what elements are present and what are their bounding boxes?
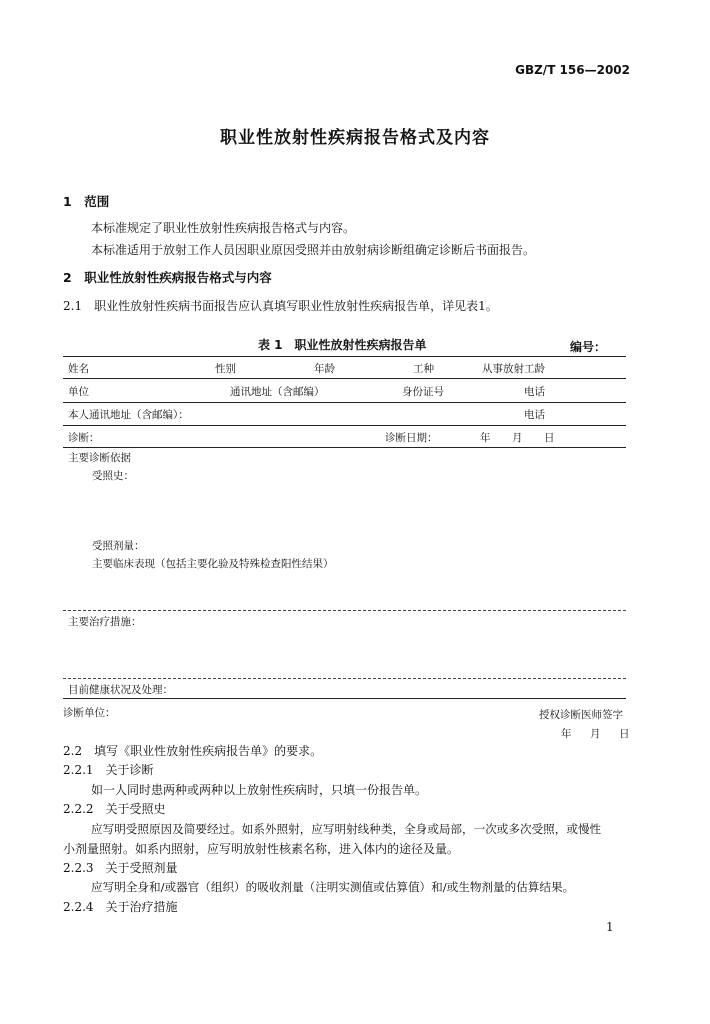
- date-month-label: 月: [512, 432, 523, 444]
- section-1-para-1: 本标准规定了职业性放射性疾病报告格式与内容。: [91, 221, 356, 235]
- table-caption: 表 1 职业性放射性疾病报告单: [258, 338, 427, 352]
- exposure-dose-label: 受照剂量：: [92, 540, 145, 552]
- sign-day-label: 日: [619, 728, 630, 740]
- table-rule: [63, 402, 626, 403]
- field-diagnosis-date-label: 诊断日期：: [385, 432, 438, 444]
- table-top-rule: [63, 356, 626, 357]
- field-unit-label: 单位: [68, 386, 89, 398]
- field-sex-label: 性别: [215, 363, 236, 375]
- field-job-label: 工种: [413, 363, 434, 375]
- section-2-2-4-heading: 2.2.4 关于治疗措施: [63, 900, 178, 914]
- section-2-2-3-text: 应写明全身和/或器官（组织）的吸收剂量（注明实测值或估算值）和/或生物剂量的估算结果。: [91, 880, 575, 894]
- field-years-label: 从事放射工龄: [482, 363, 545, 375]
- table-rule: [63, 425, 626, 426]
- page-number: 1: [606, 920, 614, 934]
- current-health-label: 目前健康状况及处理：: [68, 684, 173, 696]
- sign-year-label: 年: [561, 728, 572, 740]
- diagnosis-unit-label: 诊断单位：: [63, 707, 116, 719]
- clinical-manifestation-label: 主要临床表现（包括主要化验及特殊检查阳性结果）: [92, 558, 334, 570]
- field-personal-address-label: 本人通讯地址（含邮编）：: [68, 409, 189, 421]
- section-2-2-1-heading: 2.2.1 关于诊断: [63, 763, 154, 777]
- field-phone-label: 电话: [524, 386, 545, 398]
- date-day-label: 日: [544, 432, 555, 444]
- section-1-para-2: 本标准适用于放射工作人员因职业原因受照并由放射病诊断组确定诊断后书面报告。: [91, 243, 536, 257]
- table-rule: [63, 610, 626, 611]
- section-2-2-2-heading: 2.2.2 关于受照史: [63, 802, 166, 816]
- section-2-2-heading: 2.2 填写《职业性放射性疾病报告单》的要求。: [63, 744, 323, 758]
- page-title: 职业性放射性疾病报告格式及内容: [220, 128, 490, 148]
- date-year-label: 年: [480, 432, 491, 444]
- table-rule: [63, 447, 626, 448]
- table-rule: [63, 678, 626, 679]
- field-diagnosis-label: 诊断：: [68, 432, 100, 444]
- field-name-label: 姓名: [68, 363, 89, 375]
- section-1-heading: 1 范围: [63, 194, 110, 209]
- field-address-label: 通讯地址（含邮编）: [230, 386, 325, 398]
- doctor-signature-label: 授权诊断医师签字: [539, 709, 623, 721]
- table-number-label: 编号：: [570, 340, 607, 354]
- section-2-2-2-text-1: 应写明受照原因及简要经过。如系外照射，应写明射线种类，全身或局部，一次或多次受照，或慢性: [91, 822, 602, 836]
- section-2-heading: 2 职业性放射性疾病报告格式与内容: [63, 270, 272, 285]
- sign-month-label: 月: [590, 728, 601, 740]
- treatment-label: 主要治疗措施：: [68, 616, 142, 628]
- section-2-2-2-text-2: 小剂量照射。如系内照射，应写明放射性核素名称，进入体内的途径及量。: [63, 842, 460, 856]
- table-bottom-rule: [63, 698, 626, 699]
- section-2-2-1-text: 如一人同时患两种或两种以上放射性疾病时，只填一份报告单。: [91, 783, 428, 797]
- section-2-2-3-heading: 2.2.3 关于受照剂量: [63, 861, 178, 875]
- section-2-1-text: 2.1 职业性放射性疾病书面报告应认真填写职业性放射性疾病报告单，详见表1。: [63, 299, 498, 313]
- field-id-label: 身份证号: [402, 386, 444, 398]
- diagnosis-basis-label: 主要诊断依据: [68, 452, 131, 464]
- field-age-label: 年龄: [314, 363, 335, 375]
- exposure-history-label: 受照史：: [92, 470, 134, 482]
- table-rule: [63, 378, 626, 379]
- field-phone-label-2: 电话: [524, 409, 545, 421]
- standard-code: GBZ/T 156—2002: [515, 63, 630, 77]
